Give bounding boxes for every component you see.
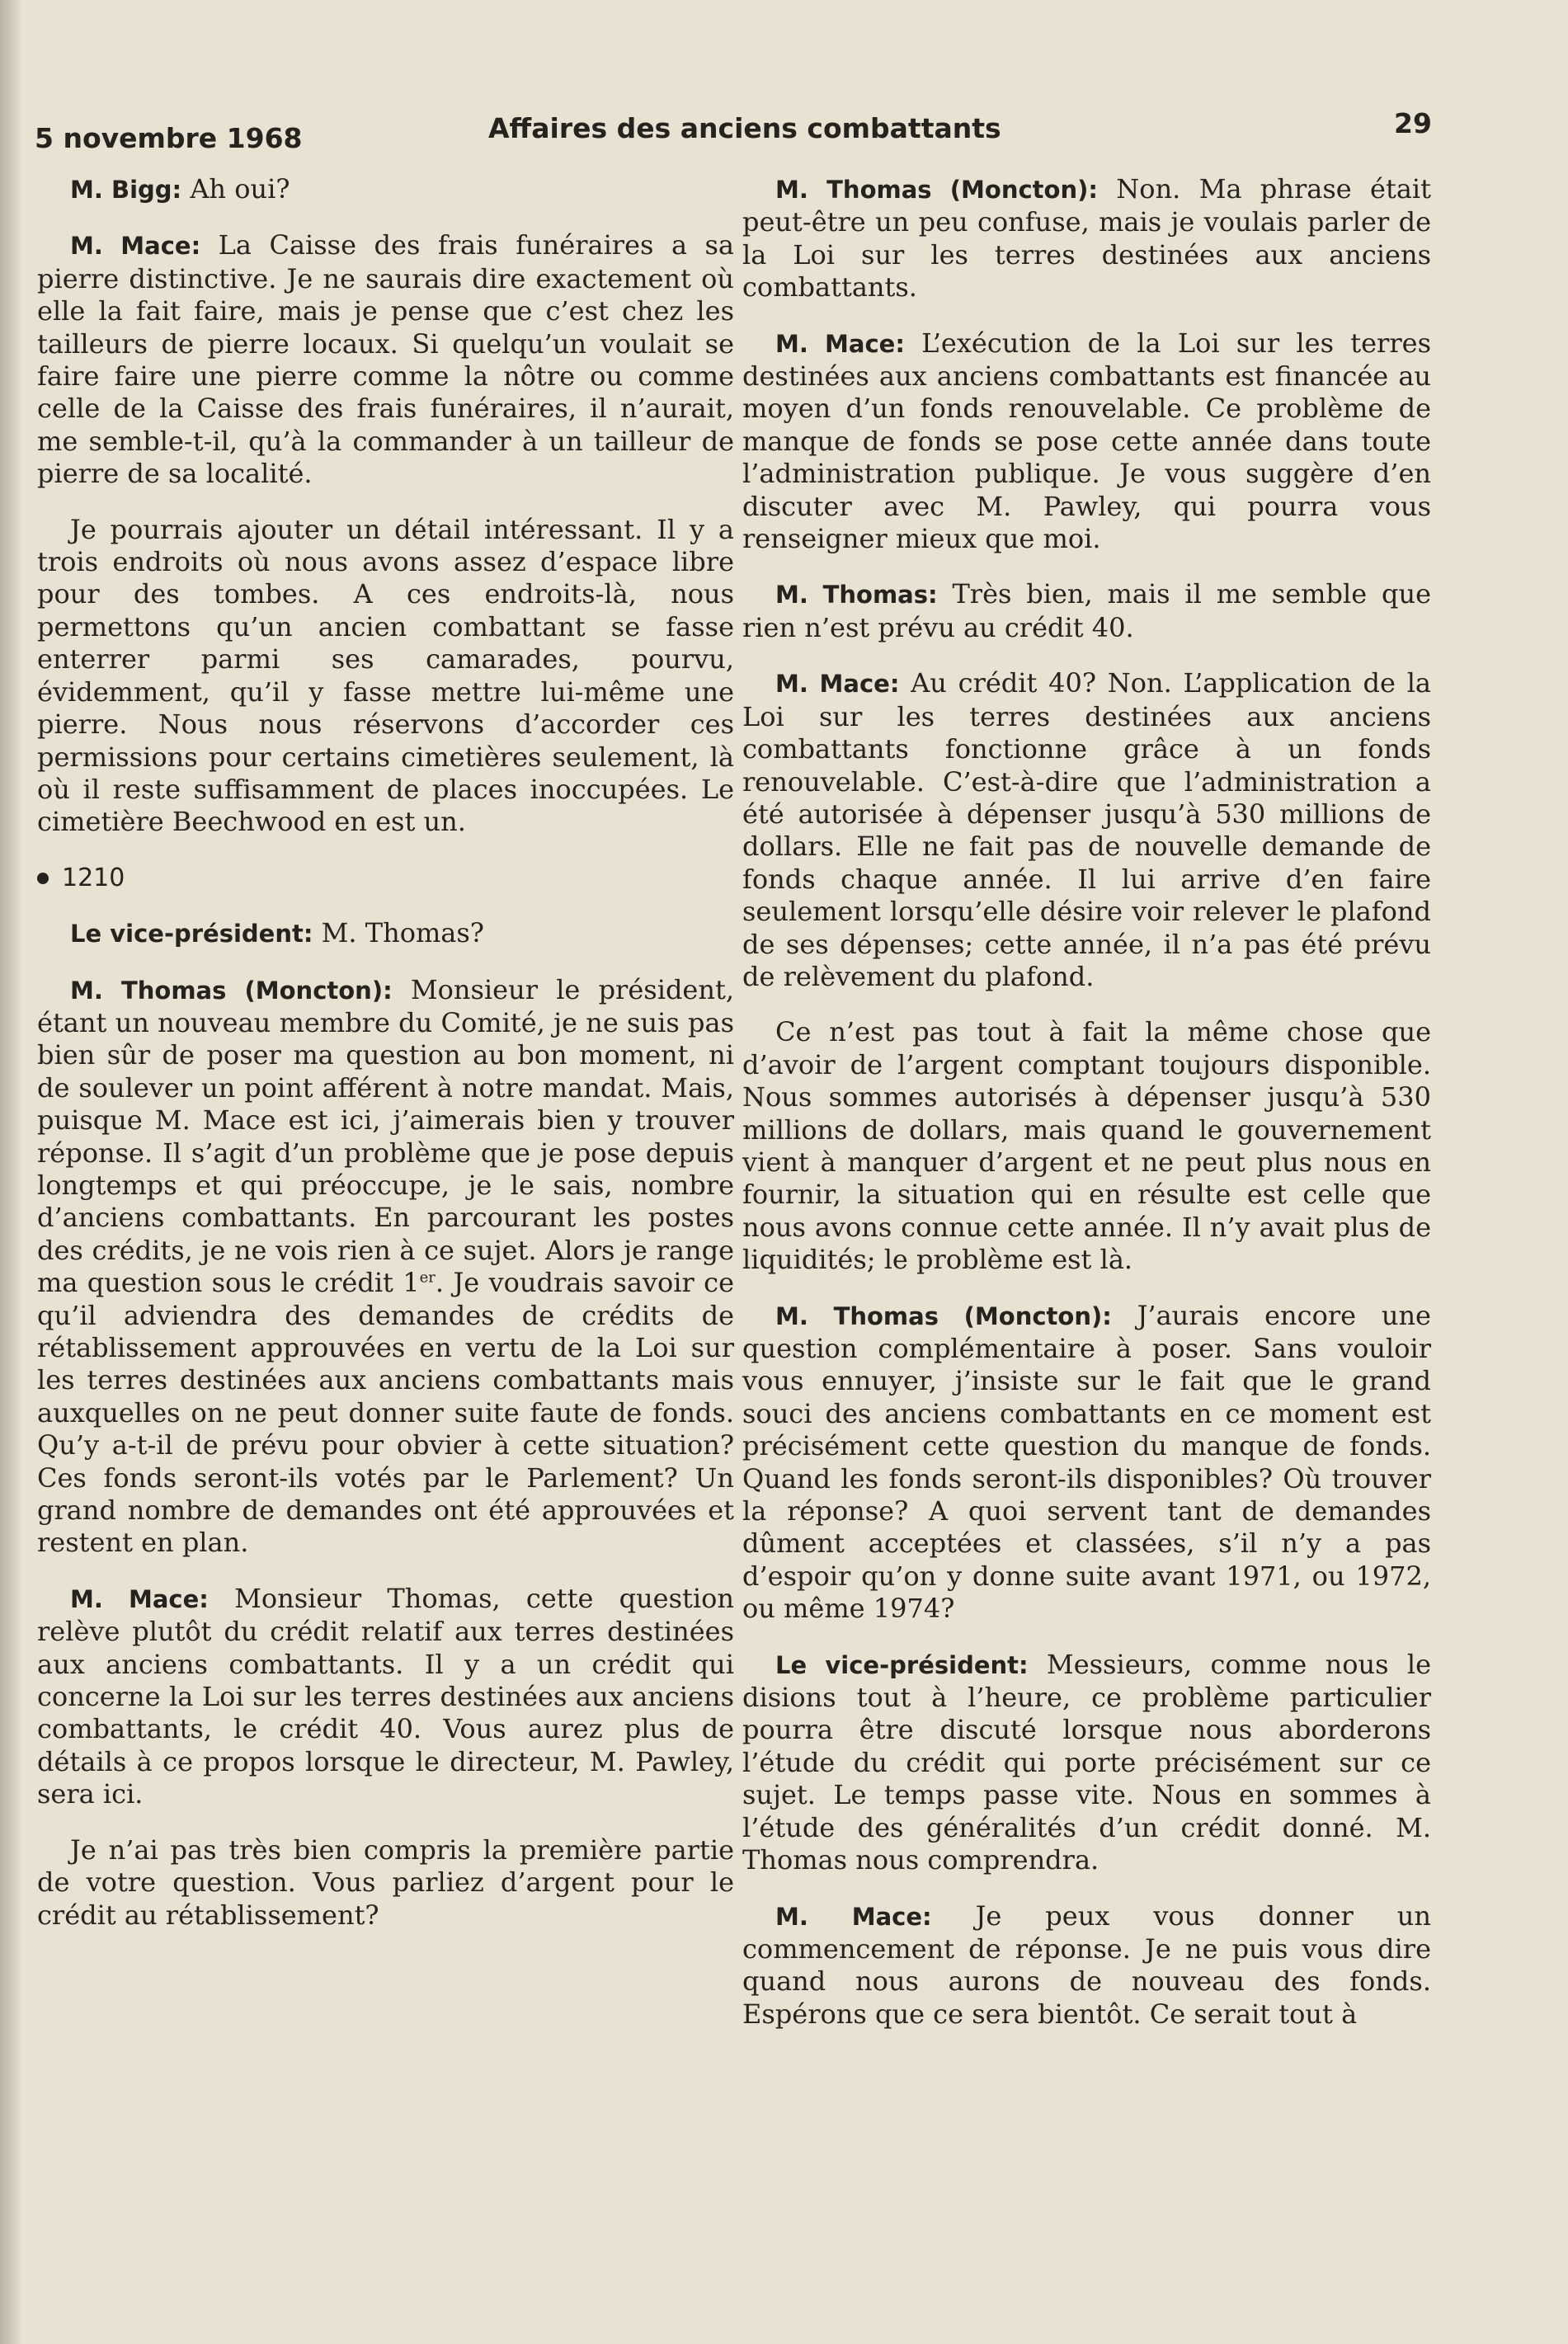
paragraph-text: . Je voudrais savoir ce qu’il adviendra des demandes de crédits de rétablissement approuvées en vertu de la Loi sur les terres destinées aux anciens combattants mais auxquelles on ne peut donner suite faute de fonds. Qu’y a-t-il de prévu pour obvier à cette situation? Ces fonds seront-ils votés par le Parlement? Un grand nombre de demandes ont été approuvées et restent en plan. [37,1267,735,1559]
paragraph [37,917,734,950]
bullet-icon [37,873,49,884]
paragraph [37,173,734,206]
time-marker-number: 1210 [62,863,125,892]
speaker-name: Le vice-président: [70,920,313,948]
paragraph-text: Au crédit 40? Non. L’application de la Loi sur les terres destinées aux anciens combattants fonctionne grâce à un fonds renouvelable. C’est-à-dire que l’administration a été autorisée à dépenser jusqu’à 530 millions de dollars. Elle ne fait pas de nouvelle demande de fonds chaque année. Il lui arrive d’en faire seulement lorsqu’elle désire voir relever le plafond de ses dépenses; cette année, il n’a pas été prévu de relèvement du plafond. [742,667,1432,992]
speaker-name: M. Mace: [775,1902,932,1931]
speaker-name: M. Thomas (Moncton): [775,1301,1112,1330]
paragraph-text: Monsieur le président, étant un nouveau membre du Comité, je ne suis pas bien sûr de poser ma question au bon moment, ni de soulever un point afférent à notre mandat. Mais, puisque M. Mace est ici, j’aimerais bien y trouver réponse. Il s’agit d’un problème que je pose depuis longtemps et qui préoccupe, je le sais, nombre d’anciens combattants. En parcourant les postes des crédits, je ne vois rien à ce sujet. Alors je range ma question sous le crédit 1 [37,973,735,1299]
speaker-name: M. Bigg: [70,176,182,204]
speaker-name: M. Thomas (Moncton): [70,976,393,1005]
page-edge-shadow [0,0,23,2344]
paragraph-text: Monsieur Thomas, cette question relève plutôt du crédit relatif aux terres destinées aux anciens combattants. Il y a un crédit qui concerne la Loi sur les terres destinées aux anciens combattants, le crédit 40. Vous aurez plus de détails à ce propos lorsque le directeur, M. Pawley, sera ici. [37,1582,735,1810]
speaker-name: M. Mace: [775,329,905,358]
page-header [0,107,1568,157]
speaker-name: M. Thomas: [775,581,938,610]
paragraph [742,1900,1431,2031]
header-date: 5 novembre 1968 [35,122,303,154]
paragraph-text: M. Thomas? [313,917,484,949]
speaker-name: M. Mace: [70,232,201,261]
paragraph-text: Je n’ai pas très bien compris la première partie de votre question. Vous parliez d’argent pour le crédit au rétablissement? [37,1833,734,1931]
header-title: Affaires des anciens combattants [488,112,1001,144]
left-column [37,173,734,1932]
paragraph [37,229,734,490]
paragraph-text: L’exécution de la Loi sur les terres destinées aux anciens combattants est financée au moyen d’un fonds renouvelable. Ce problème de manque de fonds se pose cette année dans toute l’administration publique. Je vous suggère d’en discuter avec M. Pawley, qui pourra vous renseigner mieux que moi. [742,327,1432,555]
paragraph-text: Je pourrais ajouter un détail intéressant. Il y a trois endroits où nous avons assez d’espace libre pour des tombes. A ces endroits-là, nous permettons qu’un ancien combattant se fasse enterrer parmi ses camarades, pourvu, évidemment, qu’il y fasse mettre lui-même une pierre. Nous nous réservons d’accorder ces permissions pour certains cimetières seulement, là où il reste suffisamment de places inoccupées. Le cimetière Beechwood en est un. [37,513,734,838]
right-column [742,173,1431,2031]
paragraph [37,1583,734,1811]
paragraph [742,578,1431,644]
paragraph [742,327,1431,556]
paragraph [742,1649,1431,1877]
paragraph [37,1834,734,1932]
paragraph [742,173,1431,304]
paragraph-text: Ce n’est pas tout à fait la même chose que d’avoir de l’argent comptant toujours disponible. Nous sommes autorisés à dépenser jusqu’à 530 millions de dollars, mais quand le gouvernement vient à manquer d’argent et ne peut plus nous en fournir, la situation qui en résulte est celle que nous avons connue cette année. Il n’y avait plus de liquidités; le problème est là. [742,1016,1431,1276]
speaker-name: Le vice-président: [775,1650,1029,1679]
paragraph-text: Messieurs, comme nous le disions tout à l’heure, ce problème particulier pourra être discuté lorsque nous aborderons l’étude du crédit qui porte précisément sur ce sujet. Le temps passe vite. Nous en sommes à l’étude des généralités d’un crédit donné. M. Thomas nous comprendra. [742,1648,1432,1876]
paragraph-text: J’aurais encore une question complémentaire à poser. Sans vouloir vous ennuyer, j’insiste sur le fait que le grand souci des anciens combattants en ce moment est précisément cette question du manque de fonds. Quand les fonds seront-ils disponibles? Où trouver la réponse? A quoi servent tant de demandes dûment acceptées et classées, s’il n’y a pas d’espoir qu’on y donne suite avant 1971, ou 1972, ou même 1974? [742,1299,1431,1625]
time-marker [37,862,734,894]
speaker-name: M. Mace: [775,670,900,699]
speaker-name: M. Mace: [70,1584,209,1613]
paragraph-text: Ah oui? [181,173,290,205]
paragraph [742,1016,1431,1276]
paragraph [742,667,1431,993]
paragraph [37,514,734,839]
paragraph-text: Non. Ma phrase était peut-être un peu confuse, mais je voulais parler de la Loi sur les terres destinées aux anciens combattants. [742,173,1432,304]
paragraph-text: La Caisse des frais funéraires a sa pierre distinctive. Je ne saurais dire exactement où elle la fait faire, mais je pense que c’est chez les tailleurs de pierre locaux. Si quelqu’un voulait se faire faire une pierre comme la nôtre ou comme celle de la Caisse des frais funéraires, il n’aurait, me semble-t-il, qu’à la commander à un tailleur de pierre de sa localité. [37,229,735,490]
speaker-name: M. Thomas (Moncton): [775,176,1098,204]
paragraph-text: Je peux vous donner un commencement de réponse. Je ne puis vous dire quand nous aurons de nouveau des fonds. Espérons que ce sera bientôt. Ce serait tout à [742,1899,1432,2030]
page-number: 29 [1394,107,1432,139]
superscript: er [419,1268,436,1287]
paragraph [37,974,734,1560]
paragraph-text: Très bien, mais il me semble que rien n’est prévu au crédit 40. [742,578,1432,643]
paragraph [742,1300,1431,1626]
